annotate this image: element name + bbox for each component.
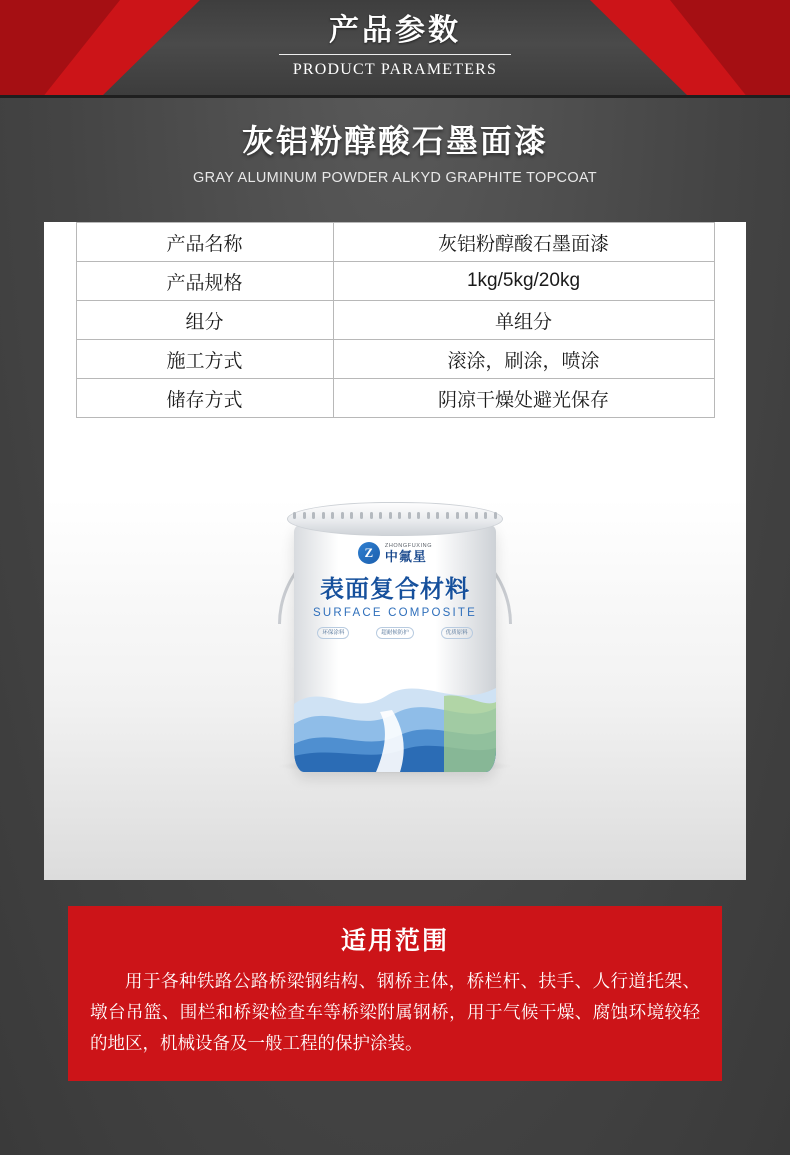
application-scope-text: 用于各种铁路公路桥梁钢结构、钢桥主体，桥栏杆、扶手、人行道托架、墩台吊篮、围栏和桥梁检查车等桥梁附属钢桥，用于气候干燥、腐蚀环境较轻的地区，机械设备及一般工程的保护涂装。 [90,971,700,1053]
spec-key: 产品名称 [76,223,333,262]
bucket-tag: 优质原料 [441,627,473,639]
application-scope-title: 适用范围 [340,927,449,955]
spec-value: 滚涂，刷涂，喷涂 [333,340,714,379]
bucket-label-title-en: SURFACE COMPOSITE [313,607,477,619]
table-row [76,262,714,301]
bucket-feature-tags [304,627,486,639]
bucket-tag: 环保涂料 [317,627,349,639]
header-divider [279,54,511,55]
spec-card [44,222,746,880]
product-title-block [0,98,790,187]
header-center [0,0,790,80]
bucket-wave-artwork-icon [294,652,496,772]
spec-value: 阴凉干燥处避光保存 [333,379,714,418]
spec-key: 产品规格 [76,262,333,301]
spec-value: 1kg/5kg/20kg [333,262,714,301]
spec-key: 施工方式 [76,340,333,379]
page-header [0,0,790,98]
table-row [76,340,714,379]
header-title-cn: 产品参数 [329,14,461,47]
spec-table [76,222,715,418]
spec-key: 储存方式 [76,379,333,418]
spec-key: 组分 [76,301,333,340]
bucket-label-title-cn: 表面复合材料 [320,576,470,603]
product-image [44,484,746,814]
table-row [76,379,714,418]
product-name-cn: 灰铝粉醇酸石墨面漆 [241,123,548,159]
table-row [76,223,714,262]
header-title-en: PRODUCT PARAMETERS [292,61,498,78]
bucket-lid-rivets [293,510,497,520]
table-row [76,301,714,340]
product-name-en: GRAY ALUMINUM POWDER ALKYD GRAPHITE TOPCOAT [193,170,597,186]
spec-value: 单组分 [333,301,714,340]
spec-value: 灰铝粉醇酸石墨面漆 [333,223,714,262]
paint-bucket [287,484,503,780]
brand-name-en: ZHONGFUXING [384,542,433,549]
brand-mark-icon: Z [358,542,380,564]
bucket-tag: 超耐候防护 [376,627,414,639]
application-scope-box [68,906,722,1081]
bucket-brand-logo [294,542,496,564]
bucket-body [294,524,496,772]
brand-name-cn: 中氟星 [384,548,427,564]
